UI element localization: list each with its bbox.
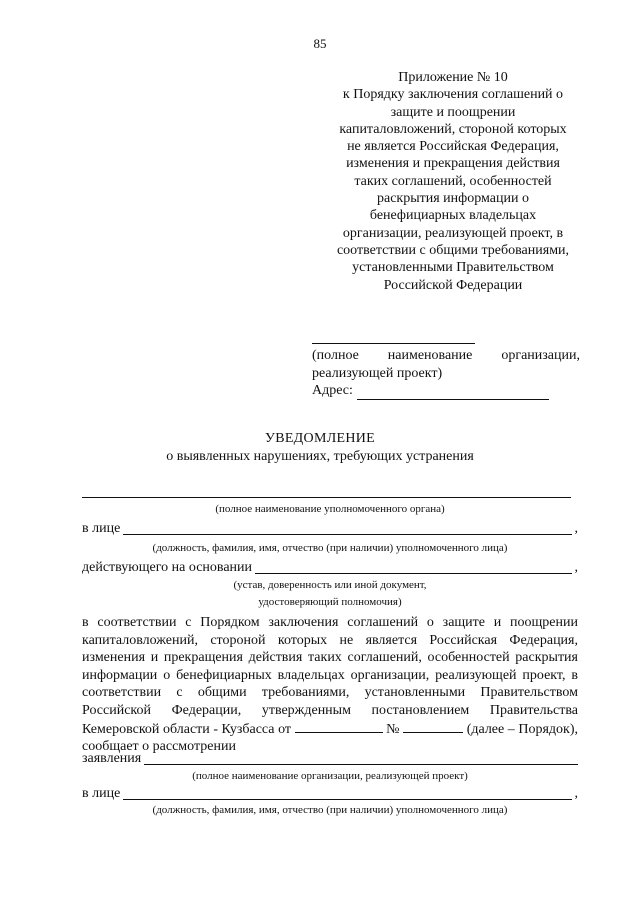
body-paragraph xyxy=(82,614,578,756)
org-name-blank[interactable] xyxy=(144,752,578,765)
appendix-line: не является Российская Федерация, xyxy=(347,139,559,155)
number-sign: № xyxy=(386,721,400,737)
authority-name-blank[interactable] xyxy=(82,497,571,498)
comma: , xyxy=(574,786,578,801)
appendix-line: бенефициарных владельцах xyxy=(369,208,537,224)
authority-caption: (полное наименование уполномоченного органа) xyxy=(215,503,445,515)
body-text: в соответствии с Порядком заключения соглашений о защите и поощрении капиталовложений, стороной которых не является Российская Федерация, изменения и прекращения действия таких соглашений, особенностей раскрытия информации о бенефициарных владельцах организации, реализующей проект, в соответствии с общими требованиями, установленными Правительством Российской Федерации, утвержденным постановлением Правительства Кемеровской области - Кузбасса от xyxy=(82,615,578,737)
appendix-line: соответствии с общими требованиями, xyxy=(336,242,570,258)
appendix-line: организации, реализующей проект, в xyxy=(342,225,564,241)
in-person-row-2 xyxy=(82,786,578,802)
in-person-row xyxy=(82,521,578,537)
recipient-caption-line2: реализующей проект) xyxy=(312,366,443,381)
appendix-line: Российской Федерации xyxy=(383,277,523,293)
comma: , xyxy=(574,521,578,536)
body-tail: (далее – Порядок), сообщает о рассмотрении xyxy=(82,721,578,755)
in-person-label: в лице xyxy=(82,521,121,536)
page-number: 85 xyxy=(313,36,327,51)
appendix-line: к Порядку заключения соглашений о xyxy=(342,87,564,103)
address-blank[interactable] xyxy=(357,385,549,400)
appendix-line: защите и поощрении xyxy=(390,104,516,120)
appendix-line: капиталовложений, стороной которых xyxy=(339,121,567,137)
application-label: заявления xyxy=(82,751,142,766)
appendix-line: Приложение № 10 xyxy=(398,70,508,85)
date-blank[interactable] xyxy=(295,720,383,733)
number-blank[interactable] xyxy=(403,720,463,733)
recipient-name-blank[interactable] xyxy=(312,343,475,344)
official-caption: (должность, фамилия, имя, отчество (при наличии) уполномоченного лица) xyxy=(152,542,508,554)
official-caption-2: (должность, фамилия, имя, отчество (при наличии) уполномоченного лица) xyxy=(152,804,508,816)
basis-caption-2: удостоверяющий полномочия) xyxy=(258,596,402,608)
org-caption: (полное наименование организации, реализующей проект) xyxy=(192,770,468,782)
acting-row xyxy=(82,560,578,576)
acting-label: действующего на основании xyxy=(82,560,253,575)
official-blank[interactable] xyxy=(123,522,571,535)
official-blank-2[interactable] xyxy=(123,787,571,800)
notice-title: УВЕДОМЛЕНИЕ xyxy=(264,431,376,446)
basis-caption-1: (устав, доверенность или иной документ, xyxy=(233,579,427,591)
appendix-line: раскрытия информации о xyxy=(377,191,529,207)
application-row xyxy=(82,751,578,767)
address-label: Адрес: xyxy=(312,383,353,398)
basis-blank[interactable] xyxy=(255,561,571,574)
address-row xyxy=(312,382,549,400)
appendix-line: установленными Правительством xyxy=(352,260,554,276)
appendix-header xyxy=(318,69,588,294)
notice-subtitle: о выявленных нарушениях, требующих устранения xyxy=(166,449,474,464)
appendix-line: таких соглашений, особенностей xyxy=(354,173,552,189)
recipient-caption-line1: (полное наименование организации, xyxy=(312,348,580,363)
comma: , xyxy=(574,560,578,575)
in-person-label: в лице xyxy=(82,786,121,801)
appendix-line: изменения и прекращения действия xyxy=(346,156,560,172)
